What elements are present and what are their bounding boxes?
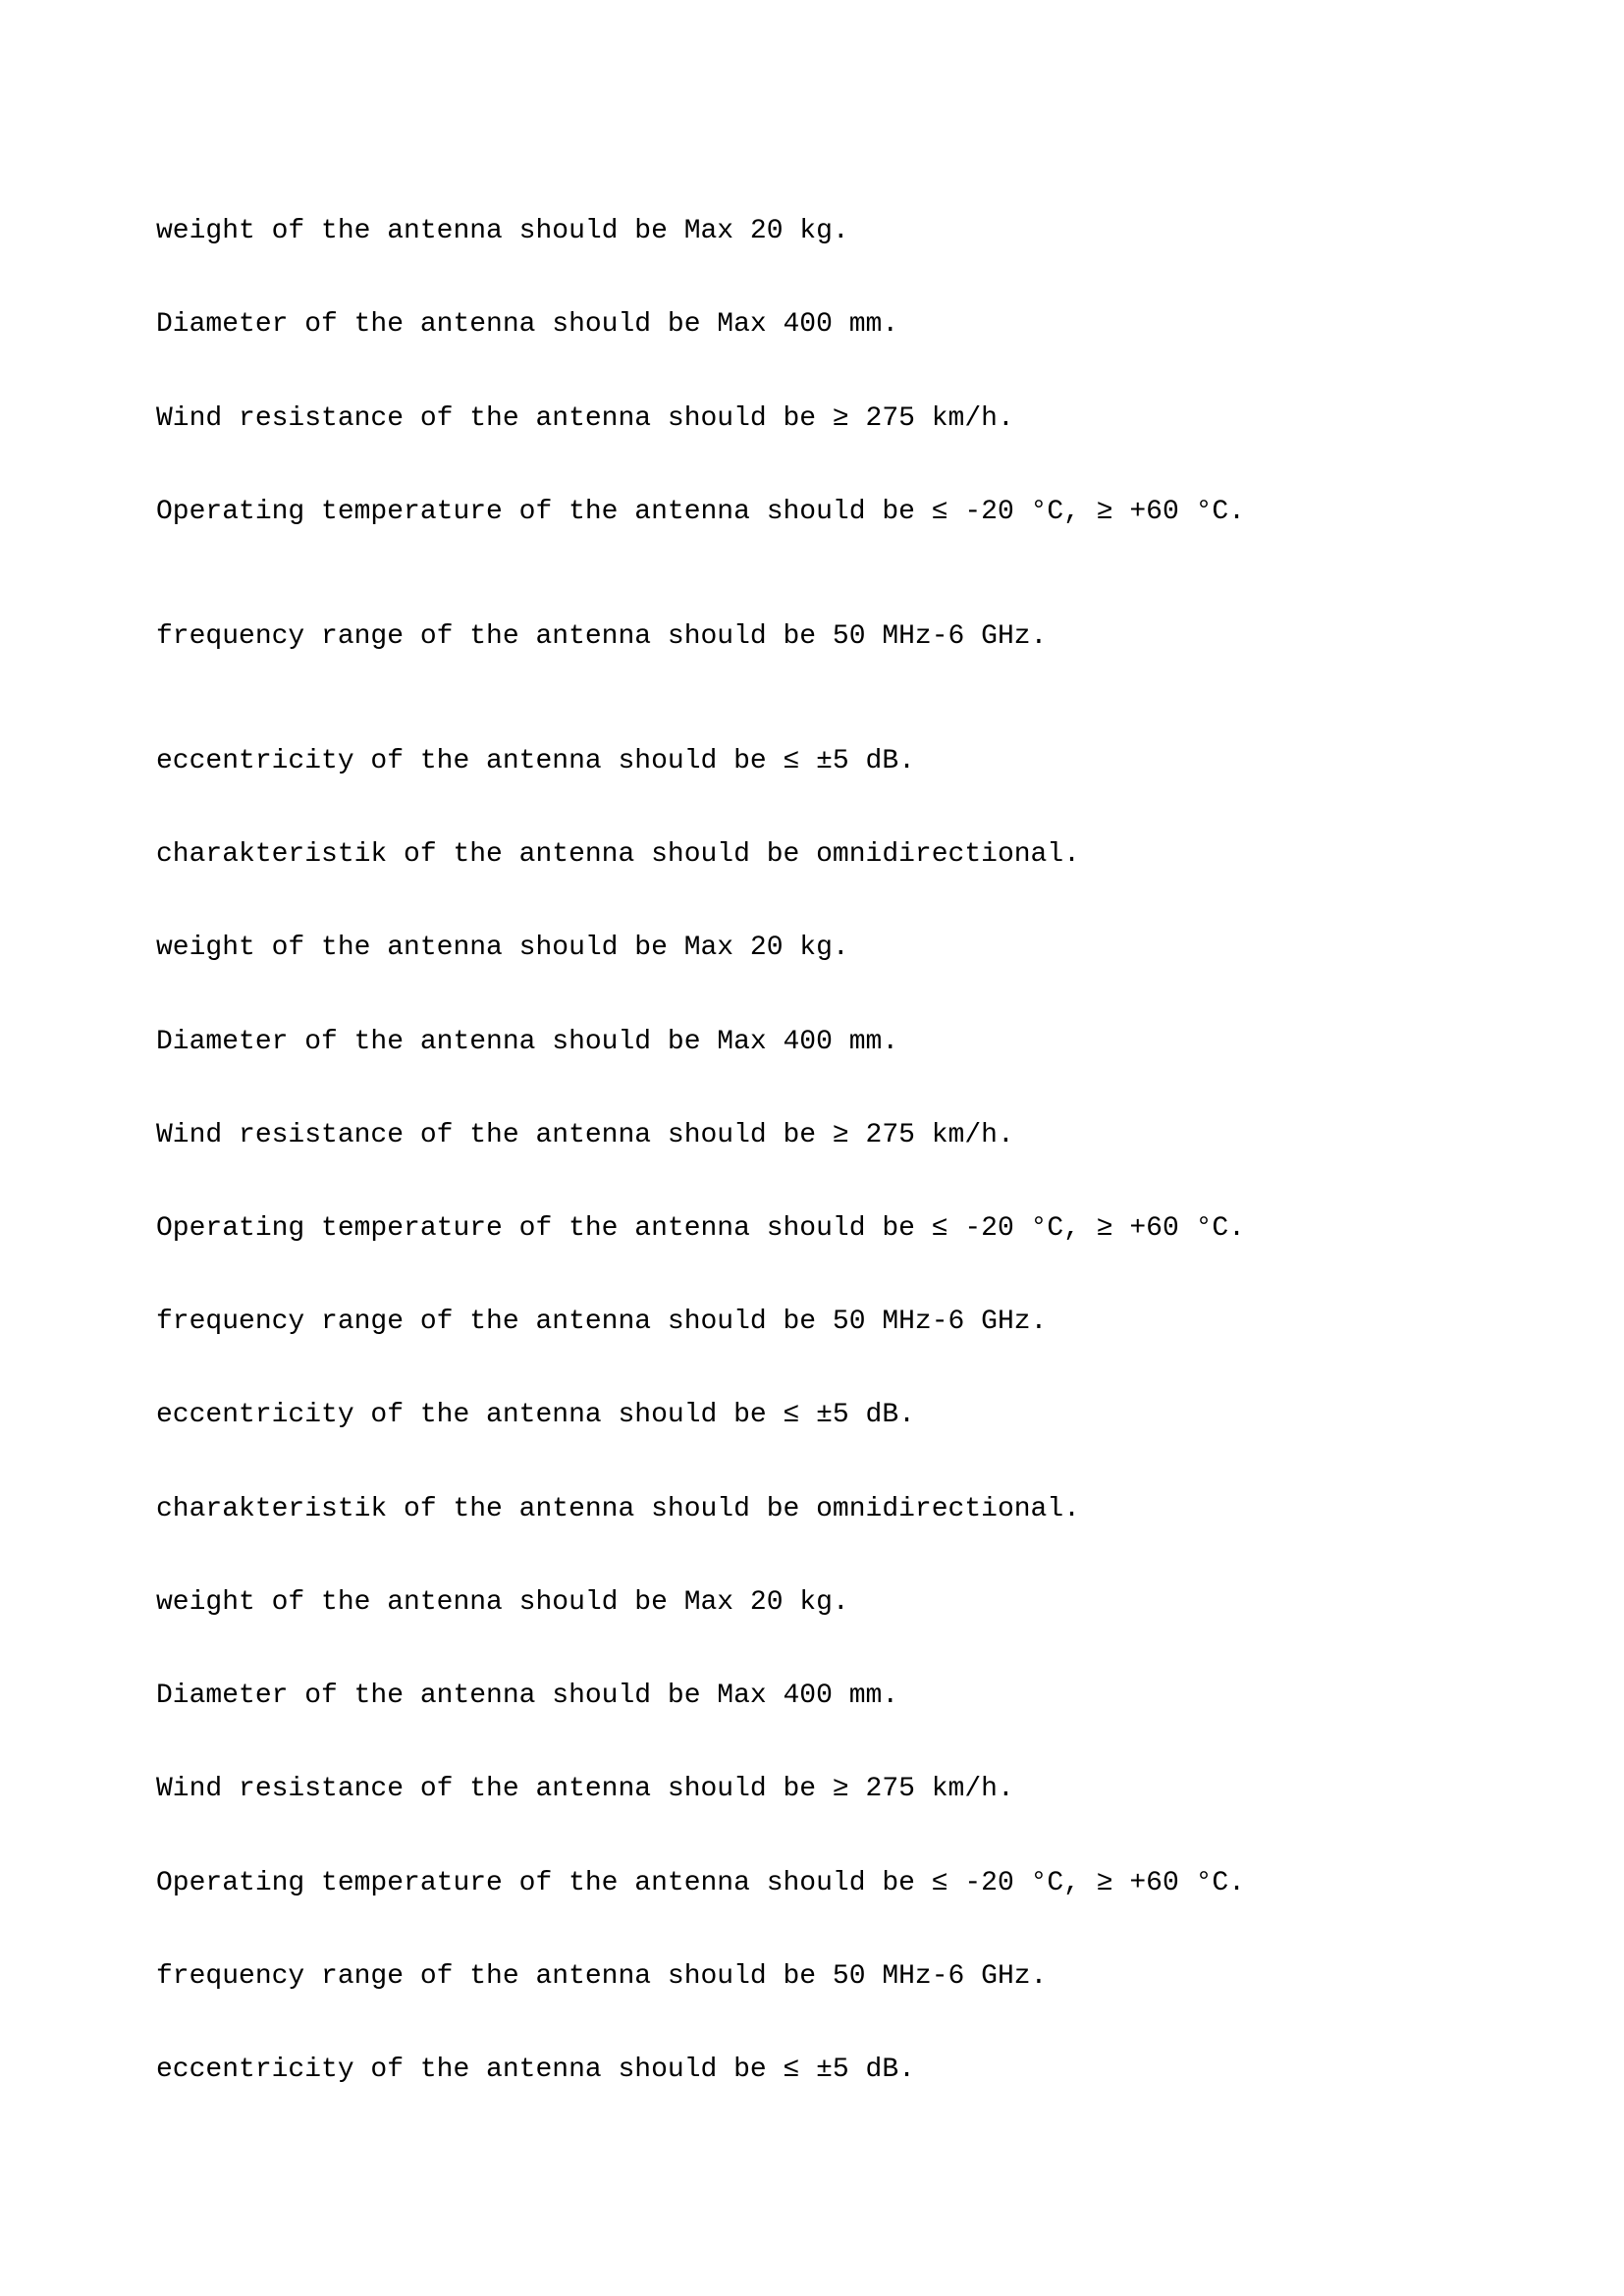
spec-line-weight: weight of the antenna should be Max 20 kg.	[156, 1587, 849, 1618]
spec-line-eccentricity: eccentricity of the antenna should be ≤ ±5 dB.	[156, 2055, 915, 2085]
spec-line-frequency: frequency range of the antenna should be 50 MHz-6 GHz.	[156, 1961, 1048, 1992]
spec-line-diameter: Diameter of the antenna should be Max 400 mm.	[156, 309, 899, 340]
spec-line-eccentricity: eccentricity of the antenna should be ≤ ±5 dB.	[156, 1400, 915, 1430]
spec-line-wind: Wind resistance of the antenna should be ≥ 275 km/h.	[156, 1120, 1014, 1150]
spec-line-weight: weight of the antenna should be Max 20 kg.	[156, 216, 849, 246]
spec-line-wind: Wind resistance of the antenna should be ≥ 275 km/h.	[156, 403, 1014, 434]
spec-line-eccentricity: eccentricity of the antenna should be ≤ ±5 dB.	[156, 746, 915, 776]
spec-line-diameter: Diameter of the antenna should be Max 400 mm.	[156, 1027, 899, 1057]
spec-line-characteristic: charakteristik of the antenna should be omnidirectional.	[156, 839, 1080, 870]
spec-line-diameter: Diameter of the antenna should be Max 400 mm.	[156, 1681, 899, 1711]
spec-line-frequency: frequency range of the antenna should be 50 MHz-6 GHz.	[156, 1307, 1048, 1337]
spec-line-temperature: Operating temperature of the antenna should be ≤ -20 °C, ≥ +60 °C.	[156, 1868, 1245, 1898]
spec-line-characteristic: charakteristik of the antenna should be omnidirectional.	[156, 1494, 1080, 1524]
spec-line-frequency: frequency range of the antenna should be 50 MHz-6 GHz.	[156, 621, 1048, 652]
spec-line-weight: weight of the antenna should be Max 20 kg.	[156, 933, 849, 963]
spec-line-temperature: Operating temperature of the antenna should be ≤ -20 °C, ≥ +60 °C.	[156, 497, 1245, 527]
spec-line-wind: Wind resistance of the antenna should be ≥ 275 km/h.	[156, 1774, 1014, 1804]
spec-line-temperature: Operating temperature of the antenna should be ≤ -20 °C, ≥ +60 °C.	[156, 1213, 1245, 1244]
